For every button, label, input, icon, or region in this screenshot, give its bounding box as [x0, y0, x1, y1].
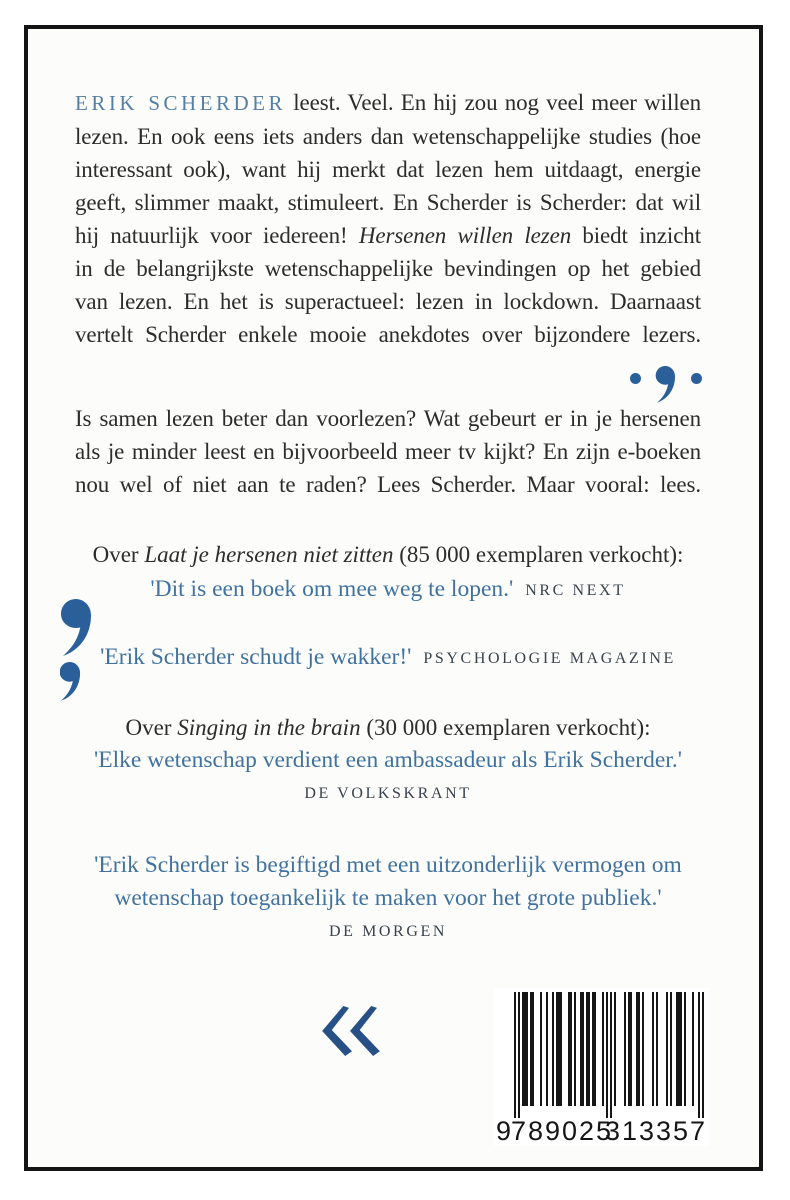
- questions-line-2: als je minder leest en bijvoorbeeld meer tv kijkt? En zijn e-boeken: [75, 439, 701, 464]
- intro-line-6: in de belangrijkste wetenschappelijke bevindingen op het gebied: [75, 256, 701, 281]
- intro-line-2: lezen. En ook eens iets anders dan wetenschappelijke studies (hoe: [75, 124, 701, 149]
- questions-paragraph: [75, 402, 701, 501]
- intro-line-5-pre: hij natuurlijk voor iedereen!: [75, 223, 359, 248]
- intro-line-8: vertelt Scherder enkele mooie anekdotes over bijzondere lezers.: [75, 322, 701, 347]
- review-volkskrant: [75, 711, 701, 810]
- review-psychologie-magazine: [75, 641, 701, 675]
- review-quote: 'Erik Scherder schudt je wakker!': [100, 644, 412, 670]
- barcode: [494, 988, 710, 1146]
- review-source: DE VOLKSKRANT: [304, 785, 472, 802]
- review-quote-line: [75, 573, 701, 607]
- barcode-digit-first: 9: [496, 1116, 514, 1146]
- review-de-morgen: [75, 849, 701, 948]
- review-about-line: [75, 711, 701, 744]
- review-source: DE MORGEN: [328, 923, 448, 940]
- publisher-chevrons-logo-icon: [322, 1006, 380, 1056]
- review-nrc-next: [75, 538, 701, 607]
- barcode-bars: [494, 988, 710, 1146]
- ornament-dot-icon: [691, 373, 702, 384]
- intro-line-5-post: biedt inzicht: [571, 223, 701, 248]
- review-quote-line-2: wetenschap toegankelijk te maken voor het grote publiek.': [114, 885, 662, 911]
- questions-line-3: nou wel of niet aan te raden? Lees Scherder. Maar vooral: lees.: [75, 472, 701, 497]
- reviewed-book-title: Singing in the brain: [177, 715, 361, 740]
- questions-line-1: Is samen lezen beter dan voorlezen? Wat gebeurt er in je hersenen: [75, 406, 701, 431]
- barcode-digits-right: 313357: [604, 1116, 708, 1146]
- intro-line-1: [75, 86, 701, 120]
- author-name: ERIK SCHERDER: [75, 91, 287, 115]
- reviewed-book-title: Laat je hersenen niet zitten: [144, 542, 394, 567]
- quote-ornament-right: [630, 366, 702, 406]
- book-title-italic: Hersenen willen lezen: [358, 223, 572, 248]
- review-source: PSYCHOLOGIE MAGAZINE: [423, 650, 676, 667]
- about-pre: Over: [125, 715, 178, 740]
- about-pre: Over: [92, 542, 145, 567]
- review-quote-line: [75, 641, 701, 675]
- intro-line-5: [75, 219, 701, 252]
- intro-line-7: van lezen. En het is superactueel: lezen in lockdown. Daarnaast: [75, 289, 701, 314]
- comma-ornament-icon: [655, 366, 677, 406]
- review-quote: 'Dit is een boek om mee weg te lopen.': [150, 576, 514, 602]
- about-post: (85 000 exemplaren verkocht):: [393, 542, 684, 567]
- about-post: (30 000 exemplaren verkocht):: [360, 715, 651, 740]
- intro-line-4: geeft, slimmer maakt, stimuleert. En Scherder is Scherder: dat wil: [75, 190, 701, 215]
- review-quote-line-1: 'Erik Scherder is begiftigd met een uitzonderlijk vermogen om: [94, 852, 682, 878]
- review-about-line: [75, 538, 701, 571]
- review-quote-line: 'Elke wetenschap verdient een ambassadeur als Erik Scherder.': [94, 747, 682, 773]
- barcode-digits-left: 789025: [510, 1116, 614, 1146]
- intro-line-1-text: leest. Veel. En hij zou nog veel meer willen: [286, 90, 701, 115]
- ornament-dot-icon: [630, 373, 641, 384]
- review-source: NRC NEXT: [525, 582, 626, 599]
- intro-line-3: interessant ook), want hij merkt dat lezen hem uitdaagt, energie: [75, 157, 701, 182]
- intro-paragraph: [75, 86, 701, 351]
